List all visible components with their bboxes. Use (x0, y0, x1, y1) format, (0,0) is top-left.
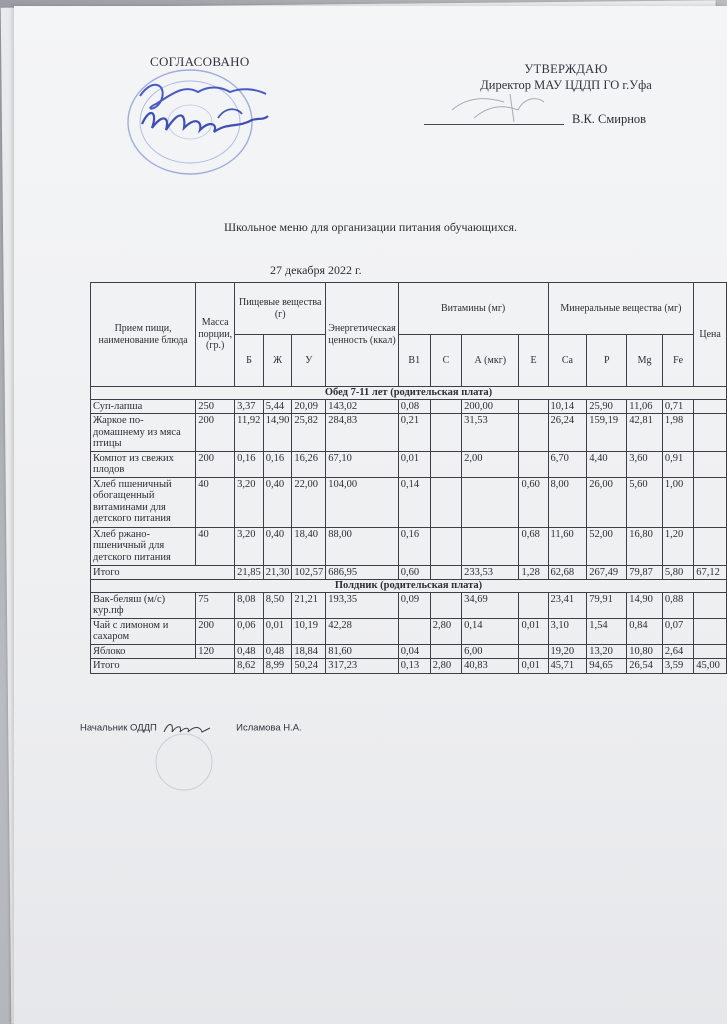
table-row (91, 414, 727, 452)
cell-p: 4,40 (587, 451, 627, 477)
total-row (91, 659, 727, 674)
cell-e (519, 592, 548, 618)
total-price: 45,00 (694, 659, 727, 674)
total-u: 102,57 (292, 565, 326, 580)
document-page (14, 6, 727, 1024)
cell-fe: 1,20 (662, 527, 693, 565)
total-price: 67,12 (694, 565, 727, 580)
cell-mg: 11,06 (627, 399, 663, 414)
dish-name: Хлеб пшеничный обогащенный витаминами для детского питания (91, 477, 196, 527)
dish-name: Вак-беляш (м/с) кур.пф (91, 592, 196, 618)
cell-ca: 26,24 (548, 414, 587, 452)
cell-b: 11,92 (235, 414, 264, 452)
cell-energy: 88,00 (326, 527, 398, 565)
total-c: 2,80 (430, 659, 461, 674)
total-e: 0,01 (519, 659, 548, 674)
header-nutrients: Пищевые вещества (г) (235, 283, 326, 335)
cell-c (430, 414, 461, 452)
total-row (91, 565, 727, 580)
lunch-total (91, 565, 727, 580)
total-zh: 21,30 (263, 565, 292, 580)
cell-u: 18,40 (292, 527, 326, 565)
document-title: Школьное меню для организации питания обучающихся. (224, 220, 517, 234)
total-b1: 0,13 (398, 659, 430, 674)
table-row (91, 592, 727, 618)
cell-mg: 16,80 (627, 527, 663, 565)
cell-mg: 5,60 (627, 477, 663, 527)
cell-ca: 10,14 (548, 399, 587, 414)
table-row (91, 527, 727, 565)
approve-title: УТВЕРЖДАЮ (524, 62, 608, 76)
header-dish: Прием пищи, наименование блюда (91, 283, 196, 387)
cell-b: 0,06 (235, 618, 264, 644)
cell-c (430, 592, 461, 618)
dish-mass: 75 (196, 592, 235, 618)
cell-energy: 143,02 (326, 399, 398, 414)
dish-mass: 40 (196, 477, 235, 527)
dish-name: Яблоко (91, 644, 196, 659)
cell-zh: 0,16 (263, 451, 292, 477)
approve-position: Директор МАУ ЦДДП ГО г.Уфа (480, 78, 652, 92)
cell-e (519, 644, 548, 659)
header-a: А (мкг) (462, 335, 519, 387)
cell-ca: 19,20 (548, 644, 587, 659)
dish-name: Компот из свежих плодов (91, 451, 196, 477)
cell-b: 0,16 (235, 451, 264, 477)
cell-c (430, 477, 461, 527)
header-energy: Энергетическая ценность (ккал) (326, 283, 398, 387)
cell-price (694, 527, 727, 565)
cell-b1: 0,14 (398, 477, 430, 527)
cell-a: 200,00 (462, 399, 519, 414)
cell-zh: 8,50 (263, 592, 292, 618)
dish-name: Хлеб ржано-пшеничный для детского питания (91, 527, 196, 565)
total-p: 94,65 (587, 659, 627, 674)
total-a: 233,53 (462, 565, 519, 580)
cell-a (462, 477, 519, 527)
cell-a: 31,53 (462, 414, 519, 452)
snack-rows (91, 592, 727, 659)
cell-c (430, 451, 461, 477)
cell-u: 18,84 (292, 644, 326, 659)
cell-e: 0,68 (519, 527, 548, 565)
cell-a: 6,00 (462, 644, 519, 659)
total-mg: 26,54 (627, 659, 663, 674)
cell-b1: 0,01 (398, 451, 430, 477)
cell-b1: 0,04 (398, 644, 430, 659)
total-u: 50,24 (292, 659, 326, 674)
cell-b1: 0,08 (398, 399, 430, 414)
section-snack: Полдник (родительская плата) (91, 580, 727, 593)
header-b: Б (235, 335, 264, 387)
cell-b1 (398, 618, 430, 644)
dish-mass: 200 (196, 414, 235, 452)
cell-fe: 1,00 (662, 477, 693, 527)
cell-e: 0,01 (519, 618, 548, 644)
signature-line (424, 124, 564, 125)
cell-ca: 8,00 (548, 477, 587, 527)
dish-name: Жаркое по-домашнему из мяса птицы (91, 414, 196, 452)
table-row (91, 399, 727, 414)
cell-price (694, 592, 727, 618)
cell-c (430, 644, 461, 659)
cell-e (519, 451, 548, 477)
cell-a (462, 527, 519, 565)
cell-b1: 0,09 (398, 592, 430, 618)
menu-table (90, 282, 727, 674)
table-row (91, 644, 727, 659)
total-label: Итого (91, 565, 235, 580)
cell-c (430, 527, 461, 565)
dish-mass: 200 (196, 451, 235, 477)
dish-mass: 120 (196, 644, 235, 659)
cell-b: 0,48 (235, 644, 264, 659)
cell-u: 21,21 (292, 592, 326, 618)
cell-b: 3,20 (235, 527, 264, 565)
cell-p: 25,90 (587, 399, 627, 414)
cell-p: 13,20 (587, 644, 627, 659)
cell-price (694, 451, 727, 477)
cell-price (694, 644, 727, 659)
header-u: У (292, 335, 326, 387)
cell-mg: 42,81 (627, 414, 663, 452)
cell-fe: 0,71 (662, 399, 693, 414)
header-price: Цена (694, 283, 727, 387)
cell-energy: 104,00 (326, 477, 398, 527)
header-minerals: Минеральные вещества (мг) (548, 283, 694, 335)
total-mg: 79,87 (627, 565, 663, 580)
cell-p: 26,00 (587, 477, 627, 527)
cell-u: 10,19 (292, 618, 326, 644)
cell-p: 52,00 (587, 527, 627, 565)
cell-price (694, 399, 727, 414)
cell-zh: 14,90 (263, 414, 292, 452)
cell-e (519, 399, 548, 414)
total-ca: 45,71 (548, 659, 587, 674)
table-row (91, 451, 727, 477)
cell-c: 2,80 (430, 618, 461, 644)
cell-a: 34,69 (462, 592, 519, 618)
dish-mass: 200 (196, 618, 235, 644)
cell-zh: 5,44 (263, 399, 292, 414)
cell-a: 2,00 (462, 451, 519, 477)
lunch-rows (91, 399, 727, 565)
cell-a: 0,14 (462, 618, 519, 644)
cell-zh: 0,40 (263, 527, 292, 565)
header-zh: Ж (263, 335, 292, 387)
total-energy: 317,23 (326, 659, 398, 674)
director-signature-icon (444, 88, 554, 128)
cell-price (694, 414, 727, 452)
total-b1: 0,60 (398, 565, 430, 580)
cell-b: 3,20 (235, 477, 264, 527)
total-c (430, 565, 461, 580)
cell-price (694, 618, 727, 644)
header-mass: Масса порции, (гр.) (196, 283, 235, 387)
total-a: 40,83 (462, 659, 519, 674)
cell-fe: 0,91 (662, 451, 693, 477)
dish-name: Суп-лапша (91, 399, 196, 414)
cell-p: 159,19 (587, 414, 627, 452)
total-fe: 5,80 (662, 565, 693, 580)
cell-b1: 0,21 (398, 414, 430, 452)
cell-fe: 0,07 (662, 618, 693, 644)
header-vitamins: Витамины (мг) (398, 283, 548, 335)
header-fe: Fe (662, 335, 693, 387)
director-name: В.К. Смирнов (572, 112, 647, 126)
cell-energy: 67,10 (326, 451, 398, 477)
cell-energy: 284,83 (326, 414, 398, 452)
cell-u: 25,82 (292, 414, 326, 452)
dish-name: Чай с лимоном и сахаром (91, 618, 196, 644)
dish-mass: 250 (196, 399, 235, 414)
cell-c (430, 399, 461, 414)
cell-energy: 81,60 (326, 644, 398, 659)
approval-stamp-icon (122, 58, 272, 176)
total-fe: 3,59 (662, 659, 693, 674)
header-mg: Mg (627, 335, 663, 387)
cell-ca: 23,41 (548, 592, 587, 618)
cell-mg: 10,80 (627, 644, 663, 659)
total-b: 8,62 (235, 659, 264, 674)
snack-total (91, 659, 727, 674)
footer-stamp-icon (152, 730, 216, 794)
header-p: P (587, 335, 627, 387)
total-p: 267,49 (587, 565, 627, 580)
cell-fe: 2,64 (662, 644, 693, 659)
cell-u: 22,00 (292, 477, 326, 527)
table-row (91, 477, 727, 527)
header-b1: B1 (398, 335, 430, 387)
cell-ca: 11,60 (548, 527, 587, 565)
cell-energy: 42,28 (326, 618, 398, 644)
cell-p: 1,54 (587, 618, 627, 644)
total-energy: 686,95 (326, 565, 398, 580)
cell-b: 3,37 (235, 399, 264, 414)
total-b: 21,85 (235, 565, 264, 580)
cell-b: 8,08 (235, 592, 264, 618)
header-c: C (430, 335, 461, 387)
total-zh: 8,99 (263, 659, 292, 674)
document-date: 27 декабря 2022 г. (270, 263, 362, 277)
cell-zh: 0,48 (263, 644, 292, 659)
cell-energy: 193,35 (326, 592, 398, 618)
cell-ca: 3,10 (548, 618, 587, 644)
dish-mass: 40 (196, 527, 235, 565)
cell-p: 79,91 (587, 592, 627, 618)
cell-e: 0,60 (519, 477, 548, 527)
cell-zh: 0,40 (263, 477, 292, 527)
section-lunch: Обед 7-11 лет (родительская плата) (91, 387, 727, 400)
cell-fe: 0,88 (662, 592, 693, 618)
header-e: E (519, 335, 548, 387)
footer-role: Начальник ОДДП (80, 722, 157, 734)
cell-ca: 6,70 (548, 451, 587, 477)
cell-mg: 3,60 (627, 451, 663, 477)
footer-name: Исламова Н.А. (236, 722, 302, 734)
cell-zh: 0,01 (263, 618, 292, 644)
header-ca: Ca (548, 335, 587, 387)
total-ca: 62,68 (548, 565, 587, 580)
cell-e (519, 414, 548, 452)
cell-b1: 0,16 (398, 527, 430, 565)
cell-fe: 1,98 (662, 414, 693, 452)
total-label: Итого (91, 659, 235, 674)
cell-price (694, 477, 727, 527)
approved-label: СОГЛАСОВАНО (150, 54, 250, 69)
cell-mg: 14,90 (627, 592, 663, 618)
cell-u: 16,26 (292, 451, 326, 477)
total-e: 1,28 (519, 565, 548, 580)
cell-u: 20,09 (292, 399, 326, 414)
cell-mg: 0,84 (627, 618, 663, 644)
table-row (91, 618, 727, 644)
